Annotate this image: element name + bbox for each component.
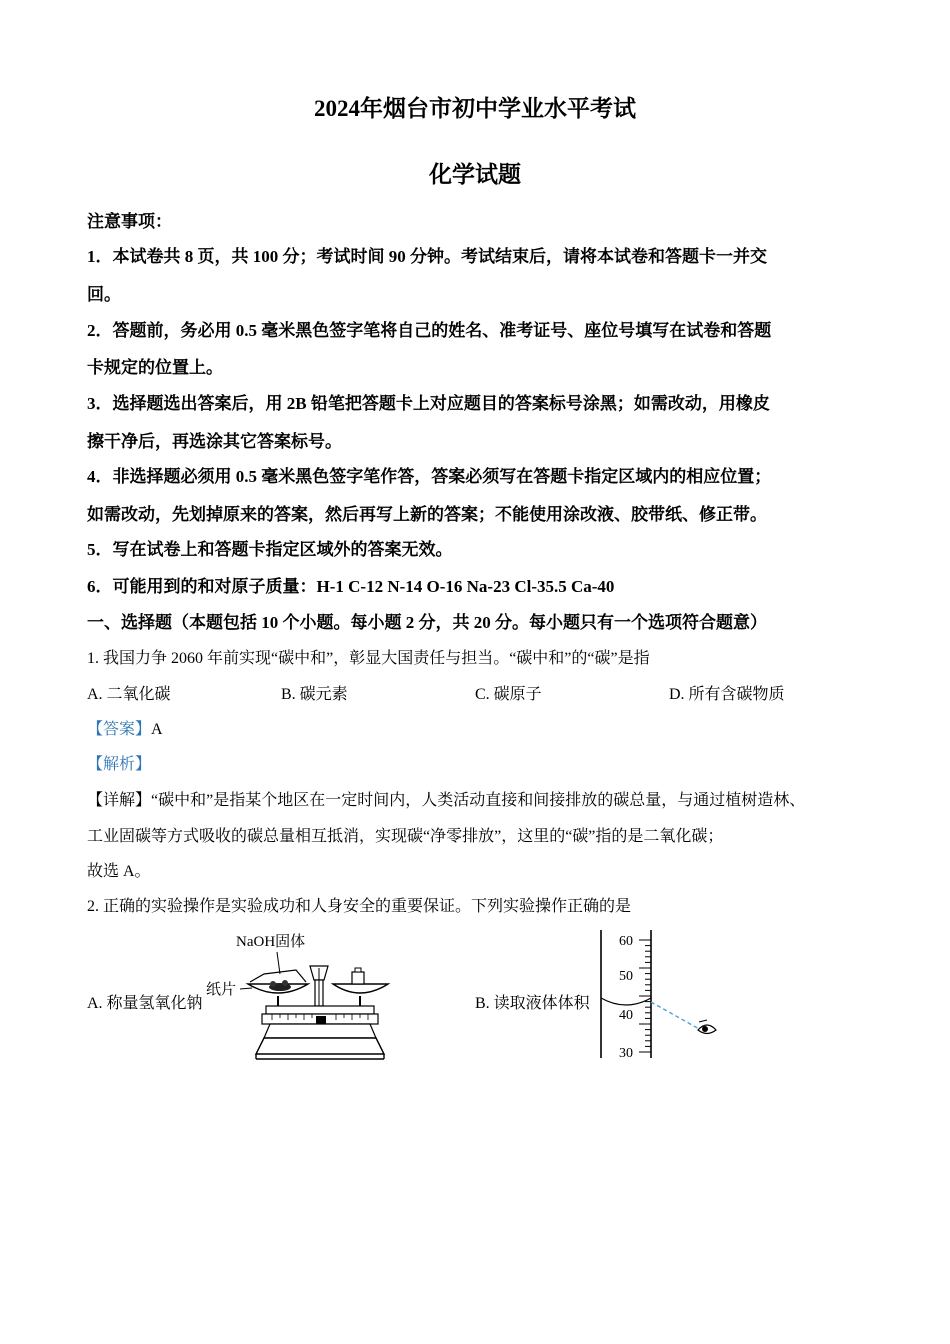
question-1-option-d: D. 所有含碳物质: [669, 686, 785, 703]
sight-line: [651, 1002, 701, 1030]
note-line: 4．非选择题必须用 0.5 毫米黑色签字笔作答，答案必须写在答题卡指定区域内的相应位置；: [87, 467, 772, 486]
question-1-stem: 1. 我国力争 2060 年前实现“碳中和”，彰显大国责任与担当。“碳中和”的“碳”是指: [87, 650, 650, 667]
detail-line: 【详解】“碳中和”是指某个地区在一定时间内，人类活动直接和间接排放的碳总量，与通过植树造林、: [87, 792, 806, 809]
answer-tag: 【答案】: [87, 721, 152, 738]
naoh-label: NaOH固体: [236, 934, 306, 950]
detail-line: 工业固碳等方式吸收的碳总量相互抵消，实现碳“净零排放”，这里的“碳”指的是二氧化碳；: [87, 828, 724, 845]
note-line: 1．本试卷共 8 页，共 100 分；考试时间 90 分钟。考试结束后，请将本试卷和答题卡一并交: [87, 247, 767, 266]
analysis-tag: 【解析】: [87, 756, 152, 773]
balance-figure: [200, 928, 395, 1066]
tick-label: 60: [619, 934, 633, 949]
question-2-stem: 2. 正确的实验操作是实验成功和人身安全的重要保证。下列实验操作正确的是: [87, 898, 632, 915]
tick-label: 30: [619, 1046, 633, 1061]
answer-value: A: [151, 721, 163, 738]
note-line: 回。: [87, 285, 121, 304]
section-heading: 一、选择题（本题包括 10 个小题。每小题 2 分，共 20 分。每小题只有一个选项符合题意）: [87, 613, 767, 632]
note-line: 擦干净后，再选涂其它答案标号。: [87, 432, 342, 451]
page-title: 2024年烟台市初中学业水平考试: [314, 96, 636, 121]
question-2-option-a: A. 称量氢氧化钠: [87, 995, 203, 1012]
eye-icon: [698, 1020, 716, 1034]
question-1-option-b: B. 碳元素: [281, 686, 348, 703]
note-line: 6．可能用到的和对原子质量：H-1 C-12 N-14 O-16 Na-23 Cl-35.5 Ca-40: [87, 577, 615, 596]
paper-label: 纸片: [206, 982, 237, 998]
note-line: 5．写在试卷上和答题卡指定区域外的答案无效。: [87, 540, 453, 559]
answer-line: [87, 720, 867, 740]
tick-label: 40: [619, 1008, 633, 1023]
notes-heading: 注意事项：: [87, 212, 172, 231]
note-line: 如需改动，先划掉原来的答案，然后再写上新的答案；不能使用涂改液、胶带纸、修正带。: [87, 505, 767, 524]
note-line: 卡规定的位置上。: [87, 358, 223, 377]
cylinder-figure: [595, 926, 725, 1062]
question-2-option-b: B. 读取液体体积: [475, 995, 590, 1012]
detail-line: 故选 A。: [87, 863, 151, 880]
question-1-option-c: C. 碳原子: [475, 686, 542, 703]
page-subtitle: 化学试题: [429, 162, 521, 187]
note-line: 3．选择题选出答案后，用 2B 铅笔把答题卡上对应题目的答案标号涂黑；如需改动，用橡皮: [87, 394, 770, 413]
note-line: 2．答题前，务必用 0.5 毫米黑色签字笔将自己的姓名、准考证号、座位号填写在试卷和答题: [87, 321, 772, 340]
question-1-option-a: A. 二氧化碳: [87, 686, 171, 703]
tick-label: 50: [619, 969, 633, 984]
